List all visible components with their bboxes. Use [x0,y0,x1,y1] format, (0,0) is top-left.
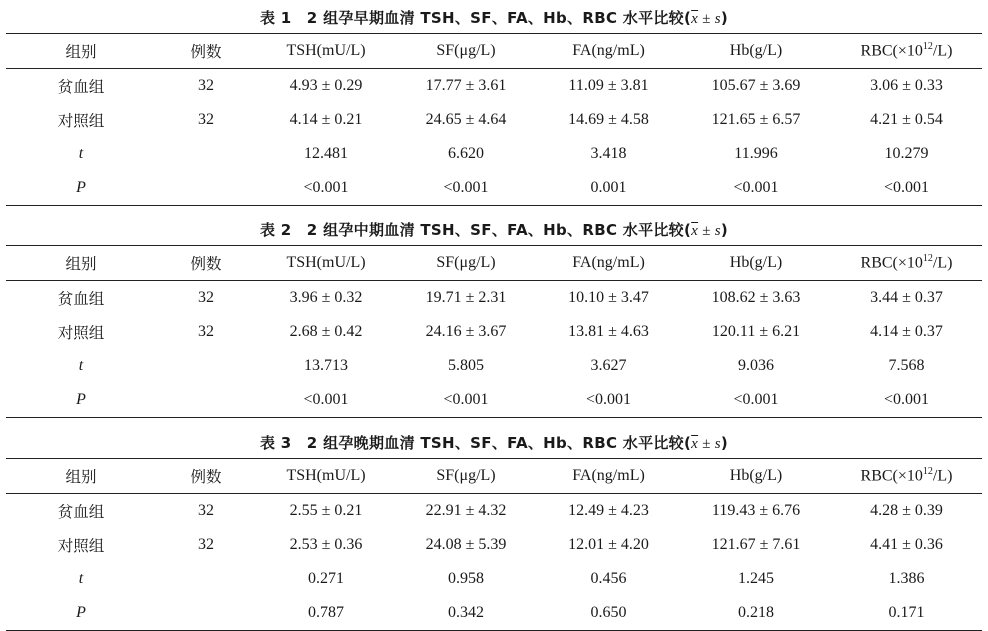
header-hb: Hb(g/L) [729,254,783,271]
table-3 [6,428,982,631]
header-fa: FA(ng/mL) [572,254,645,271]
table-row: 贫血组 32 2.55 ± 0.21 22.91 ± 4.32 12.49 ± 4.23 119.43 ± 6.76 4.28 ± 0.39 [57,502,943,521]
table-row: 对照组 32 2.68 ± 0.42 24.16 ± 3.67 13.81 ± 4.63 120.11 ± 6.21 4.14 ± 0.37 [57,323,943,342]
header-group: 组别 [65,255,97,273]
header-count: 例数 [190,255,222,273]
table-row: 对照组 32 2.53 ± 0.36 24.08 ± 5.39 12.01 ± 4.20 121.67 ± 7.61 4.41 ± 0.36 [57,536,943,555]
header-sf: SF(μg/L) [436,467,496,484]
header-hb: Hb(g/L) [729,467,783,484]
table-row: P <0.001 <0.001 0.001 <0.001 <0.001 [6,171,982,206]
header-sf: SF(μg/L) [436,254,496,271]
header-row [6,459,982,494]
table-3-grid [6,458,982,631]
header-fa: FA(ng/mL) [572,42,645,59]
header-tsh: TSH(mU/L) [286,254,366,271]
table-2-grid [6,245,982,418]
header-rbc: $RBC(\times 10^{12}/L)$ [860,466,953,485]
header-tsh: TSH(mU/L) [286,467,366,484]
header-row [6,246,982,281]
table-1-grid [6,33,982,206]
table-row: t 0.271 0.958 0.456 1.245 1.386 [78,570,925,587]
table-1 [6,3,982,206]
header-group: 组别 [65,468,97,486]
header-tsh: TSH(mU/L) [286,42,366,59]
table-3-caption: 表 3 2 组孕晚期血清 TSH、SF、FA、Hb、RBC 水平比较$(\overline{x} \pm s)$ [259,434,729,452]
table-2 [6,215,982,418]
table-row: 对照组 32 4.14 ± 0.21 24.65 ± 4.64 14.69 ± 4.58 121.65 ± 6.57 4.21 ± 0.54 [57,111,943,130]
header-sf: SF(μg/L) [436,42,496,59]
table-row: 贫血组 32 3.96 ± 0.32 19.71 ± 2.31 10.10 ± 3.47 108.62 ± 3.63 3.44 ± 0.37 [57,289,943,308]
header-fa: FA(ng/mL) [572,467,645,484]
table-row: P 0.787 0.342 0.650 0.218 0.171 [6,596,982,631]
table-row: P <0.001 <0.001 <0.001 <0.001 <0.001 [6,383,982,418]
header-row [6,34,982,69]
header-rbc: $RBC(\times 10^{12}/L)$ [860,253,953,272]
header-hb: Hb(g/L) [729,42,783,59]
table-row: t 13.713 5.805 3.627 9.036 7.568 [78,357,925,374]
header-count: 例数 [190,43,222,61]
table-2-caption: 表 2 2 组孕中期血清 TSH、SF、FA、Hb、RBC 水平比较$(\overline{x} \pm s)$ [259,221,729,239]
table-1-caption: 表 1 2 组孕早期血清 TSH、SF、FA、Hb、RBC 水平比较$(\overline{x} \pm s)$ [259,9,729,27]
header-rbc: $RBC(\times 10^{12}/L)$ [860,41,953,60]
table-row: 贫血组 32 4.93 ± 0.29 17.77 ± 3.61 11.09 ± 3.81 105.67 ± 3.69 3.06 ± 0.33 [57,77,943,96]
header-group: 组别 [65,43,97,61]
header-count: 例数 [190,468,222,486]
table-row: t 12.481 6.620 3.418 11.996 10.279 [78,145,929,162]
